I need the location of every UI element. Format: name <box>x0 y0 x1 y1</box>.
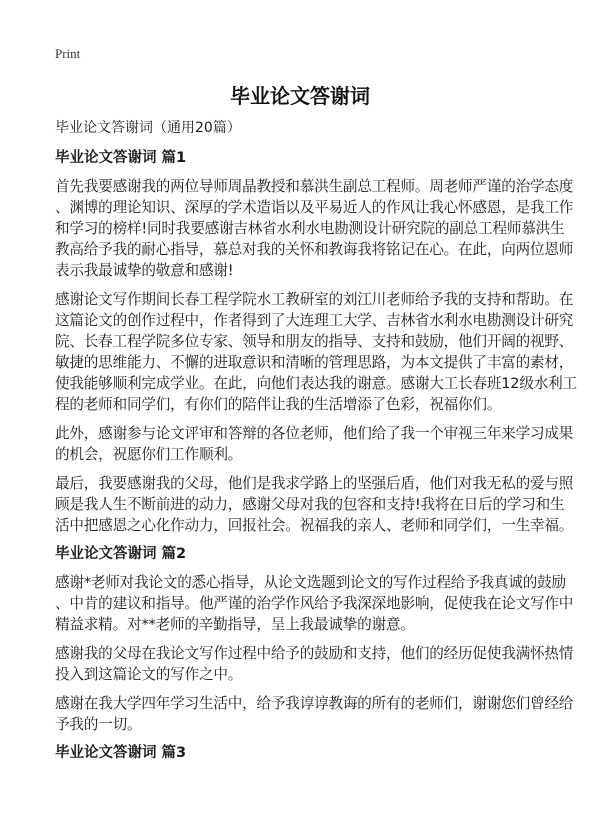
paragraph-line: 、中肯的建议和指导。他严谨的治学作风给予我深深地影响，促使我在论文写作中 <box>55 595 574 612</box>
page-title: 毕业论文答谢词 <box>230 84 370 108</box>
paragraph-line: 敏捷的思维能力、不懈的进取意识和清晰的管理思路，为本文提供了丰富的素材， <box>55 354 574 371</box>
paragraph <box>55 473 575 536</box>
paragraph-line: 顾是我人生不断前进的动力，感谢父母对我的包容和支持!我将在日后的学习和生 <box>55 496 565 513</box>
paragraph-line: 感谢论文写作期间长春工程学院水工教研室的刘江川老师给予我的支持和帮助。在 <box>55 291 574 308</box>
paragraph-line: 感谢在我大学四年学习生活中，给予我谆谆教诲的所有的老师们，谢谢您们曾经给 <box>55 695 574 712</box>
section-heading: 毕业论文答谢词 篇2 <box>55 546 187 562</box>
paragraph <box>55 643 575 685</box>
section-heading: 毕业论文答谢词 篇1 <box>55 150 187 166</box>
paragraph <box>55 176 575 281</box>
paragraph <box>55 693 575 735</box>
paragraph-line: 感谢*老师对我论文的悉心指导，从论文选题到论文的写作过程给予我真诚的鼓励 <box>55 574 566 591</box>
paragraph <box>55 572 575 635</box>
paragraph-line: 首先我要感谢我的两位导师周晶教授和慕洪生副总工程师。周老师严谨的治学态度 <box>55 178 574 195</box>
paragraph-line: 的机会，祝愿你们工作顺利。 <box>55 446 243 463</box>
print-link[interactable]: Print <box>55 46 81 61</box>
paragraph-line: 院、长春工程学院多位专家、领导和朋友的指导、支持和鼓励，他们开阔的视野、 <box>55 333 574 350</box>
document-body <box>55 118 575 771</box>
paragraph-line: 和学习的榜样!同时我要感谢吉林省水利水电勘测设计研究院的副总工程师慕洪生 <box>55 220 565 237</box>
paragraph-line: 投入到这篇论文的写作之中。 <box>55 666 243 683</box>
section-heading: 毕业论文答谢词 篇3 <box>55 745 187 761</box>
paragraph-line: 精益求精。对**老师的辛勤指导，呈上我最诚挚的谢意。 <box>55 616 415 633</box>
document-subtitle: 毕业论文答谢词（通用20篇） <box>55 120 241 136</box>
paragraph <box>55 289 575 415</box>
paragraph-line: 使我能够顺利完成学业。在此，向他们表达我的谢意。感谢大工长春班12级水利工 <box>55 375 577 392</box>
paragraph-line: 最后，我要感谢我的父母，他们是我求学路上的坚强后盾，他们对我无私的爱与照 <box>55 475 574 492</box>
paragraph-line: 活中把感恩之心化作动力，回报社会。祝福我的亲人、老师和同学们，一生幸福。 <box>55 517 574 534</box>
paragraph-line: 予我的一切。 <box>55 716 142 733</box>
paragraph-line: 程的老师和同学们，有你们的陪伴让我的生活增添了色彩，祝福你们。 <box>55 396 502 413</box>
paragraph-line: 、渊博的理论知识、深厚的学术造诣以及平易近人的作风让我心怀感恩，是我工作 <box>55 199 574 216</box>
paragraph <box>55 423 575 465</box>
paragraph-line: 表示我最诚挚的敬意和感谢! <box>55 262 234 279</box>
paragraph-line: 这篇论文的创作过程中，作者得到了大连理工大学、吉林省水利水电勘测设计研究 <box>55 312 574 329</box>
paragraph-line: 教高给予我的耐心指导，慕总对我的关怀和教诲我将铭记在心。在此，向两位恩师 <box>55 241 574 258</box>
paragraph-line: 此外，感谢参与论文评审和答辩的各位老师，他们给了我一个审视三年来学习成果 <box>55 425 574 442</box>
paragraph-line: 感谢我的父母在我论文写作过程中给予的鼓励和支持，他们的经历促使我满怀热情 <box>55 645 574 662</box>
